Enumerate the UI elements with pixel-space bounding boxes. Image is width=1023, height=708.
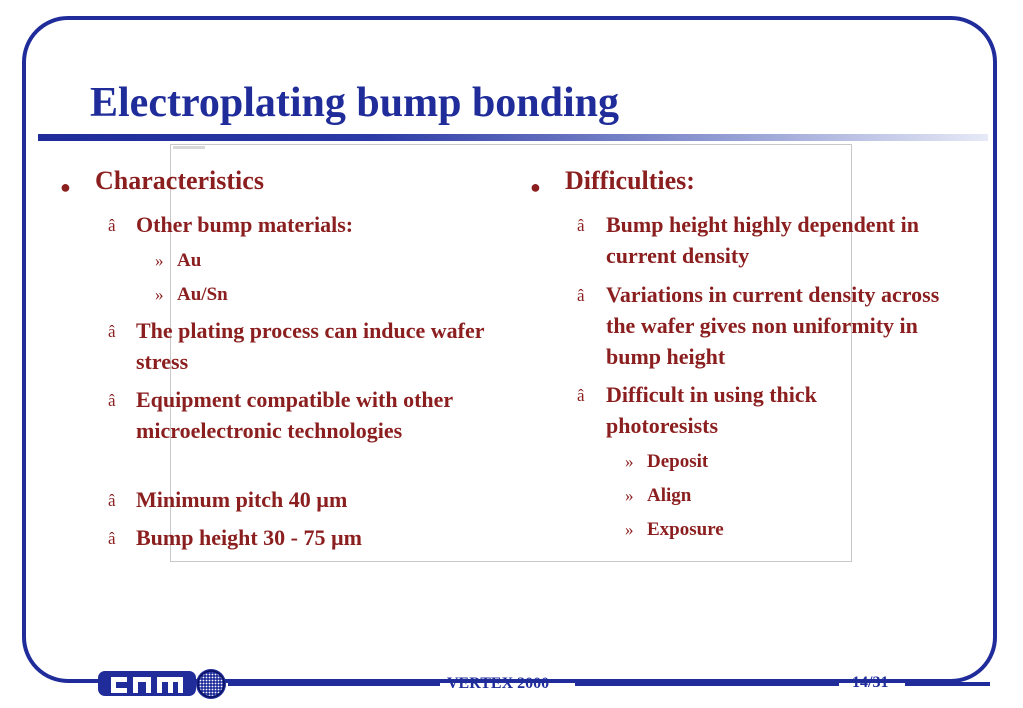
list-subitem: Au/Sn (177, 284, 228, 305)
ghost-image-mark (173, 146, 205, 149)
footer-rule-mid (575, 682, 839, 686)
list-subitem: Au (177, 250, 202, 271)
difficulties-heading: Difficulties: (565, 166, 695, 195)
list-item: Minimum pitch 40 µm (136, 487, 348, 512)
bullet-chevron-icon: » (625, 520, 634, 539)
bullet-chevron-icon: » (625, 452, 634, 471)
bullet-dot-icon: ● (530, 177, 541, 197)
list-item: The plating process can induce wafer stress (136, 318, 485, 374)
bullet-dot-icon: ● (60, 177, 71, 197)
bullet-chevron-icon: » (625, 486, 634, 505)
bullet-arrow-icon: â (108, 391, 116, 410)
bullet-arrow-icon: â (108, 529, 116, 548)
footer-rule-right (905, 682, 990, 686)
list-item: Bump height 30 - 75 µm (136, 525, 362, 550)
bullet-arrow-icon: â (108, 491, 116, 510)
list-subitem: Align (647, 485, 692, 506)
list-item: Other bump materials: (136, 212, 354, 237)
bullet-arrow-icon: â (577, 216, 585, 235)
slide-title: Electroplating bump bonding (90, 80, 620, 126)
cnm-logo (97, 667, 229, 699)
characteristics-heading: Characteristics (95, 166, 264, 195)
bullet-arrow-icon: â (108, 322, 116, 341)
title-underline (38, 134, 988, 141)
bullet-chevron-icon: » (155, 285, 164, 304)
bullet-arrow-icon: â (577, 286, 585, 305)
bullet-arrow-icon: â (108, 216, 116, 235)
footer-rule-left (228, 682, 440, 686)
list-item: Variations in current density across the wafer gives non uniformity in bump height (606, 282, 940, 369)
bullet-chevron-icon: » (155, 251, 164, 270)
list-item: Difficult in using thick photoresists (606, 382, 817, 438)
list-item: Equipment compatible with other microelectronic technologies (136, 387, 453, 443)
footer-conference: VERTEX 2000 (447, 675, 550, 692)
list-item: Bump height highly dependent in current density (606, 212, 919, 268)
bullet-arrow-icon: â (577, 386, 585, 405)
list-subitem: Deposit (647, 451, 709, 472)
footer-page-number: 14/31 (852, 674, 889, 691)
list-subitem: Exposure (647, 519, 724, 540)
